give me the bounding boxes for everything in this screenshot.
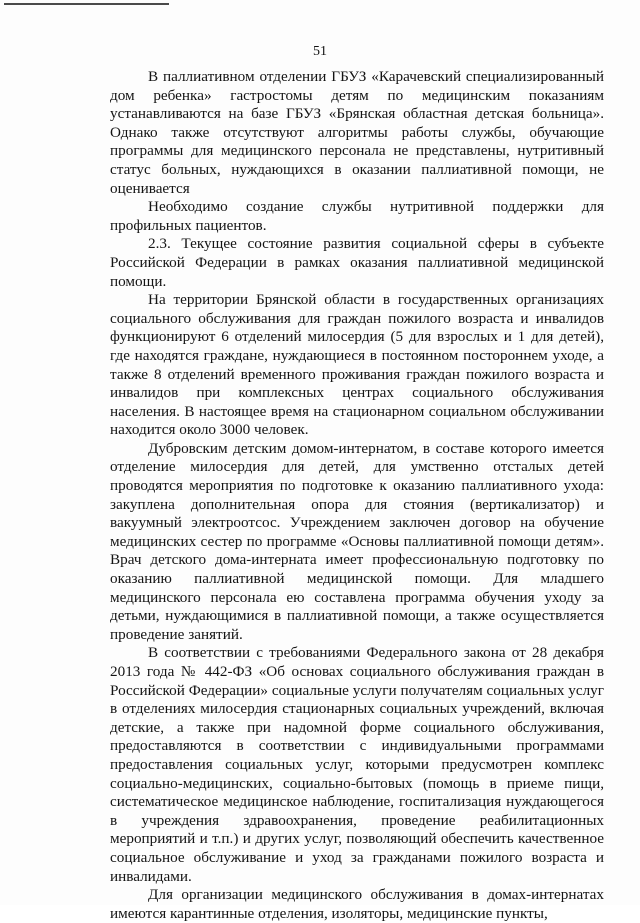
document-body — [110, 68, 604, 923]
paragraph-medical-service-boarding: Для организации медицинского обслуживания в домах-интернатах имеются карантинные отделения, изоляторы, медицинские пункты, — [110, 886, 604, 922]
paragraph-nutrition-service-need: Необходимо создание службы нутритивной поддержки для профильных пациентов. — [110, 198, 604, 234]
paragraph-nutrition-gastrostomy: В паллиативном отделении ГБУЗ «Карачевский специализированный дом ребенка» гастростомы детям по медицинским показаниям устанавливаются на базе ГБУЗ «Брянская областная детская больница». Однако также отсутствуют алгоритмы работы службы, обучающие программы для медицинского персонала не представлены, нутритивный статус больных, нуждающихся в оказании паллиативной помощи, не оценивается — [110, 68, 604, 197]
paragraph-federal-law-442: В соответствии с требованиями Федерального закона от 28 декабря 2013 года № 442-ФЗ «Об основах социального обслуживания граждан в Российской Федерации» социальные услуги получателям социальных услуг в отделениях милосердия стационарных социальных учреждений, включая детские, а также при надомной форме социального обслуживания, предоставляются в соответствии с индивидуальными программами предоставления социальных услуг, которыми предусмотрен комплекс социально-медицинских, социально-бытовых (помощь в приеме пищи, систематическое медицинское наблюдение, госпитализация нуждающегося в учреждения здравоохранения, проведение реабилитационных мероприятий и т.п.) и других услуг, позволяющий обеспечить качественное социальное обслуживание и уход за гражданами пожилого возраста и инвалидами. — [110, 644, 604, 885]
paragraph-mercy-departments: На территории Брянской области в государственных организациях социального обслуживания для граждан пожилого возраста и инвалидов функционируют 6 отделений милосердия (5 для взрослых и 1 для детей), где находятся граждане, нуждающиеся в постоянном постороннем уходе, а также 8 отделений временного проживания граждан пожилого возраста и инвалидов при комплексных центрах социального обслуживания населения. В настоящее время на стационарном социальном обслуживании находится около 3000 человек. — [110, 291, 604, 439]
section-heading-2-3: 2.3. Текущее состояние развития социальной сферы в субъекте Российской Федерации в рамках оказания паллиативной медицинской помощи. — [110, 235, 604, 290]
page-number: 51 — [313, 44, 327, 59]
paragraph-dubrovsky-orphanage: Дубровским детским домом-интернатом, в составе которого имеется отделение милосердия для детей, для умственно отсталых детей проводятся мероприятия по подготовке к оказанию паллиативного ухода: закуплена дополнительная опора для стояния (вертикализатор) и вакуумный электроотсос. Учреждением заключен договор на обучение медицинских сестер по программе «Основы паллиативной помощи детям». Врач детского дома-интерната имеет профессиональную подготовку по оказанию паллиативной медицинской помощи. Для младшего медицинского персонала ею составлена программа обучения уходу за детьми, нуждающимися в паллиативной помощи, а также осуществляется проведение занятий. — [110, 439, 604, 643]
top-edge-line — [4, 3, 169, 5]
